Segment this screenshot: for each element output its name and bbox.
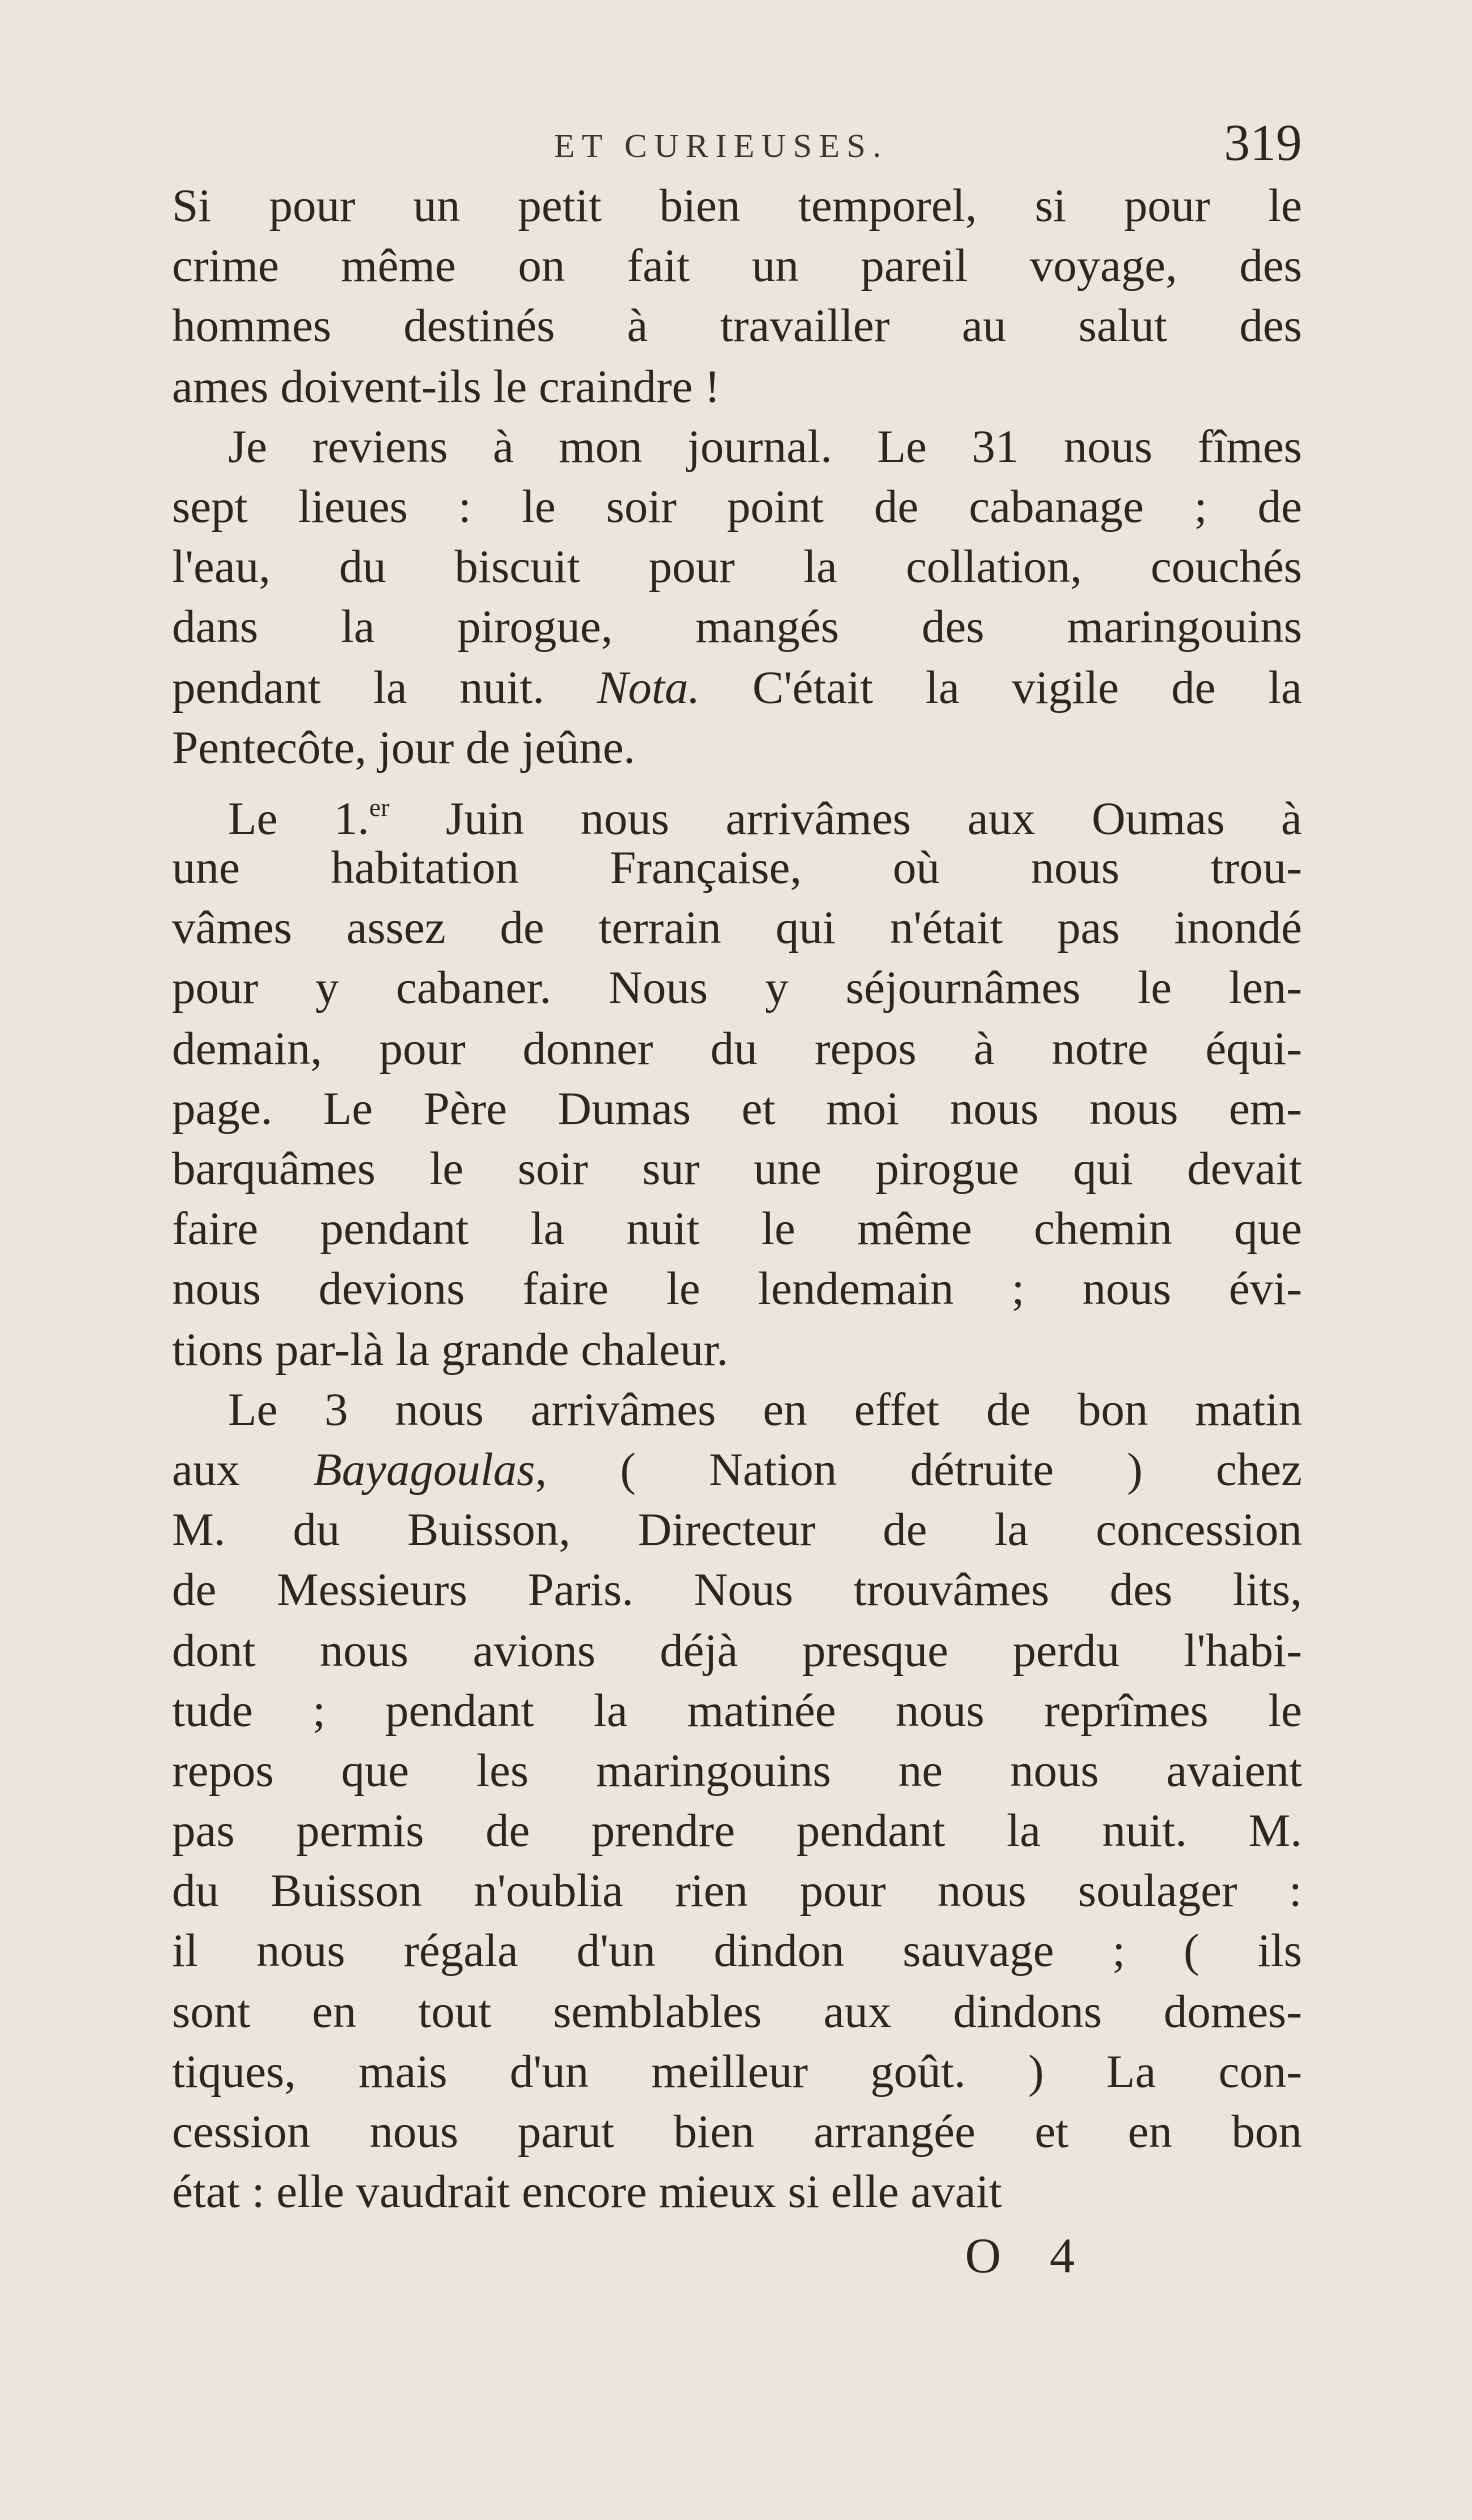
paragraph — [172, 778, 1302, 1380]
text-segment: Si pour un petit bien temporel, si pour le — [172, 180, 1302, 232]
text-segment: cession nous parut bien arrangée et en bon — [172, 2106, 1302, 2158]
body-text — [172, 176, 1302, 2222]
text-line — [172, 477, 1302, 537]
text-line — [172, 357, 1302, 417]
text-segment: page. Le Père Dumas et moi nous nous em- — [172, 1082, 1302, 1135]
paragraph — [172, 1380, 1302, 2223]
superscript: er — [369, 792, 390, 822]
text-segment: C'était la vigile de la — [699, 661, 1302, 714]
text-segment: vâmes assez de terrain qui n'était pas inondé — [172, 902, 1302, 955]
text-segment: Juin nous arrivâmes aux Oumas à — [389, 792, 1302, 845]
text-segment: l'eau, du biscuit pour la collation, couchés — [172, 541, 1302, 594]
text-line — [172, 1320, 1302, 1380]
text-line — [172, 1861, 1302, 1921]
text-segment: dont nous avions déjà presque perdu l'habi- — [172, 1624, 1302, 1677]
text-line — [172, 296, 1302, 356]
text-line — [172, 1440, 1302, 1500]
text-segment: tions par-là la grande chaleur. — [172, 1323, 729, 1376]
text-segment: pour y cabaner. Nous y séjournâmes le len- — [172, 962, 1302, 1015]
text-line — [172, 1500, 1302, 1560]
page-header — [172, 115, 1302, 178]
text-segment: demain, pour donner du repos à notre équi- — [172, 1022, 1302, 1075]
running-title: ET CURIEUSES. — [554, 128, 889, 165]
text-segment: Le 3 nous arrivâmes en effet de bon matin — [228, 1383, 1302, 1436]
page-number: 319 — [1224, 115, 1302, 172]
text-segment: il nous régala d'un dindon sauvage ; ( ils — [172, 1925, 1302, 1978]
text-segment: tude ; pendant la matinée nous reprîmes le — [172, 1684, 1302, 1737]
signature-mark: O 4 — [965, 2227, 1093, 2283]
text-line — [172, 2102, 1302, 2162]
text-line — [172, 1019, 1302, 1079]
text-line — [172, 1259, 1302, 1319]
text-line — [172, 838, 1302, 898]
text-segment: Pentecôte, jour de jeûne. — [172, 721, 636, 774]
paragraph — [172, 417, 1302, 778]
text-line — [172, 236, 1302, 296]
text-segment: nous devions faire le lendemain ; nous évi- — [172, 1263, 1302, 1316]
text-line — [172, 958, 1302, 1018]
text-segment: sept lieues : le soir point de cabanage ; de — [172, 480, 1302, 533]
text-line — [172, 1681, 1302, 1741]
text-segment: pas permis de prendre pendant la nuit. M. — [172, 1805, 1302, 1858]
text-line — [172, 176, 1302, 236]
text-segment: pendant la nuit. — [172, 661, 597, 714]
text-line — [172, 537, 1302, 597]
text-segment: du Buisson n'oublia rien pour nous soulager : — [172, 1865, 1302, 1918]
text-line — [172, 1079, 1302, 1139]
text-segment: Je reviens à mon journal. Le 31 nous fîmes — [228, 420, 1302, 473]
text-line — [172, 1560, 1302, 1620]
text-segment: une habitation Française, où nous trou- — [172, 842, 1302, 895]
text-segment: état : elle vaudrait encore mieux si elle avait — [172, 2166, 1002, 2219]
text-segment: tiques, mais d'un meilleur goût. ) La con- — [172, 2045, 1302, 2098]
paragraph — [172, 176, 1302, 417]
italic-text: Bayagoulas — [313, 1443, 536, 1496]
text-line — [172, 2162, 1302, 2222]
text-line — [172, 898, 1302, 958]
text-line — [172, 2042, 1302, 2102]
text-segment: dans la pirogue, mangés des maringouins — [172, 601, 1302, 654]
text-segment: , ( Nation détruite ) chez — [535, 1443, 1302, 1496]
text-line — [172, 778, 1302, 845]
text-line — [172, 1982, 1302, 2042]
text-segment: hommes destinés à travailler au salut des — [172, 300, 1302, 353]
text-line — [172, 1801, 1302, 1861]
text-line — [172, 417, 1302, 477]
text-segment: de Messieurs Paris. Nous trouvâmes des lits, — [172, 1564, 1302, 1617]
italic-text: Nota. — [596, 661, 700, 714]
text-segment: M. du Buisson, Directeur de la concession — [172, 1504, 1302, 1557]
text-segment: faire pendant la nuit le même chemin que — [172, 1203, 1302, 1256]
text-line — [172, 1139, 1302, 1199]
text-line — [172, 718, 1302, 778]
text-line — [172, 1199, 1302, 1259]
text-line — [172, 1621, 1302, 1681]
text-line — [172, 658, 1302, 718]
text-segment: ames doivent-ils le craindre ! — [172, 360, 721, 413]
text-line — [172, 597, 1302, 657]
text-segment: barquâmes le soir sur une pirogue qui devait — [172, 1143, 1302, 1195]
text-line — [172, 1921, 1302, 1981]
text-line — [172, 1741, 1302, 1801]
text-segment: sont en tout semblables aux dindons domes- — [172, 1985, 1302, 2038]
text-segment: aux — [172, 1443, 314, 1496]
text-line — [172, 1380, 1302, 1440]
text-segment: Le 1. — [228, 792, 370, 845]
text-segment: crime même on fait un pareil voyage, des — [172, 240, 1302, 293]
text-segment: repos que les maringouins ne nous avaient — [172, 1744, 1302, 1797]
